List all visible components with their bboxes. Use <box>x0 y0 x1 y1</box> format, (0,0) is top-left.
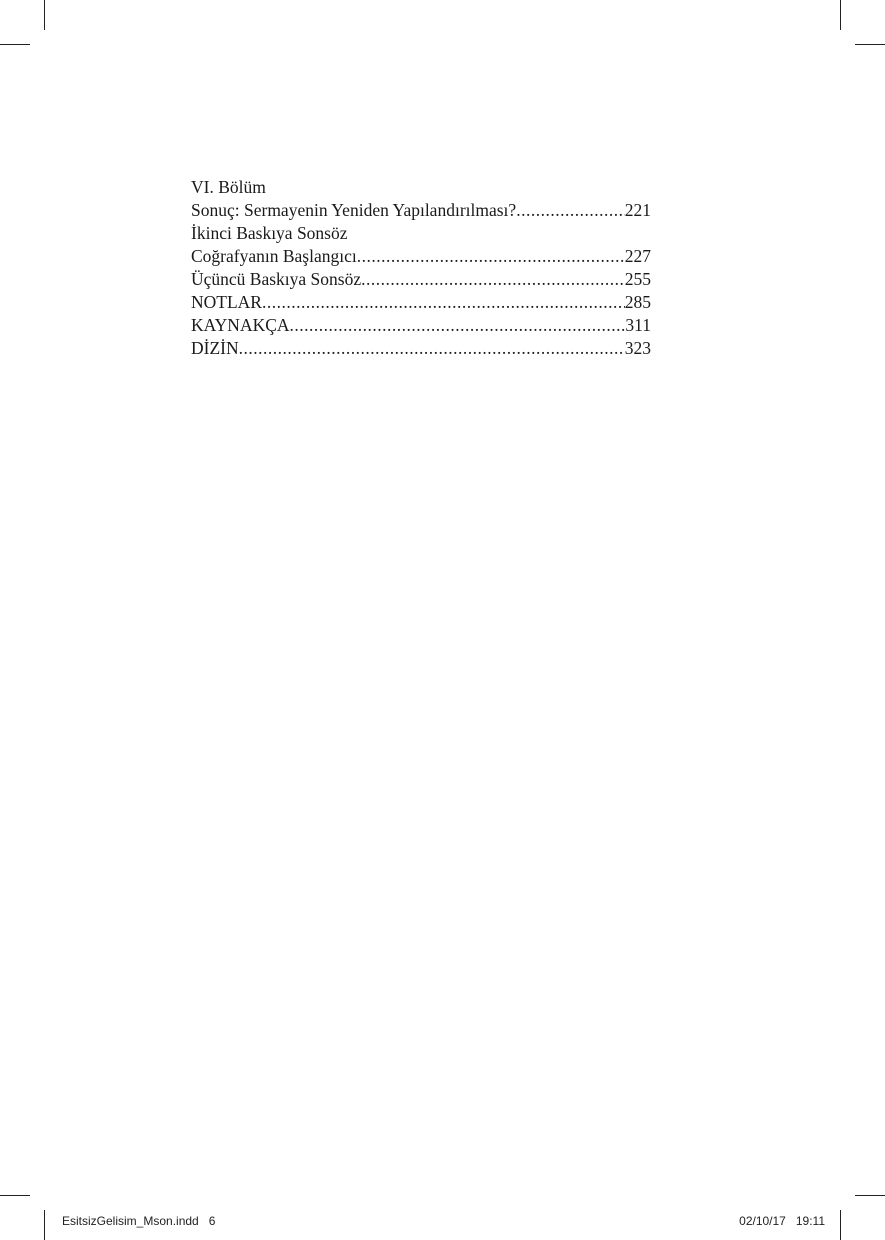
toc-afterword3-line[interactable] <box>191 268 651 291</box>
toc-afterword2-line[interactable] <box>191 245 651 268</box>
toc-leader-dots <box>516 199 625 222</box>
crop-mark-bottom-right-horizontal <box>855 1195 885 1196</box>
toc-bibliography-line[interactable] <box>191 314 651 337</box>
toc-notes-title: NOTLAR <box>191 292 262 312</box>
crop-mark-top-right-horizontal <box>855 44 885 45</box>
toc-entry-afterword3 <box>191 268 651 291</box>
toc-afterword3-page: 255 <box>624 269 651 289</box>
crop-mark-top-left-vertical <box>44 0 45 30</box>
toc-bibliography-title: KAYNAKÇA <box>191 315 290 335</box>
toc-entry-afterword2 <box>191 222 651 268</box>
toc-leader-dots <box>290 314 626 337</box>
toc-part6-page: 221 <box>624 200 651 220</box>
toc-afterword2-heading: İkinci Baskıya Sonsöz <box>191 223 348 243</box>
toc-leader-dots <box>239 337 625 360</box>
toc-part6-heading: VI. Bölüm <box>191 177 266 197</box>
toc-leader-dots <box>361 268 625 291</box>
toc-leader-dots <box>357 245 625 268</box>
toc-part6-line[interactable] <box>191 199 651 222</box>
toc-bibliography-page: 311 <box>625 315 651 335</box>
print-slug-timestamp: 02/10/17 19:11 <box>739 1214 825 1228</box>
toc-index-title: DİZİN <box>191 338 239 358</box>
toc-notes-page: 285 <box>624 292 651 312</box>
crop-mark-top-left-horizontal <box>0 44 30 45</box>
toc-part6-title: Sonuç: Sermayenin Yeniden Yapılandırılması? <box>191 200 517 220</box>
table-of-contents <box>191 176 651 360</box>
toc-afterword2-page: 227 <box>624 246 651 266</box>
toc-entry-part6 <box>191 176 651 222</box>
toc-entry-bibliography <box>191 314 651 337</box>
toc-notes-line[interactable] <box>191 291 651 314</box>
print-slug-filename: EsitsizGelisim_Mson.indd 6 <box>62 1214 216 1228</box>
toc-entry-notes <box>191 291 651 314</box>
crop-mark-bottom-left-horizontal <box>0 1195 30 1196</box>
crop-mark-bottom-right-vertical <box>840 1210 841 1240</box>
crop-mark-top-right-vertical <box>840 0 841 30</box>
toc-leader-dots <box>262 291 625 314</box>
toc-index-page: 323 <box>624 338 651 358</box>
toc-entry-index <box>191 337 651 360</box>
toc-afterword3-title: Üçüncü Baskıya Sonsöz <box>191 269 362 289</box>
toc-index-line[interactable] <box>191 337 651 360</box>
toc-afterword2-title: Coğrafyanın Başlangıcı <box>191 246 357 266</box>
crop-mark-bottom-left-vertical <box>44 1210 45 1240</box>
